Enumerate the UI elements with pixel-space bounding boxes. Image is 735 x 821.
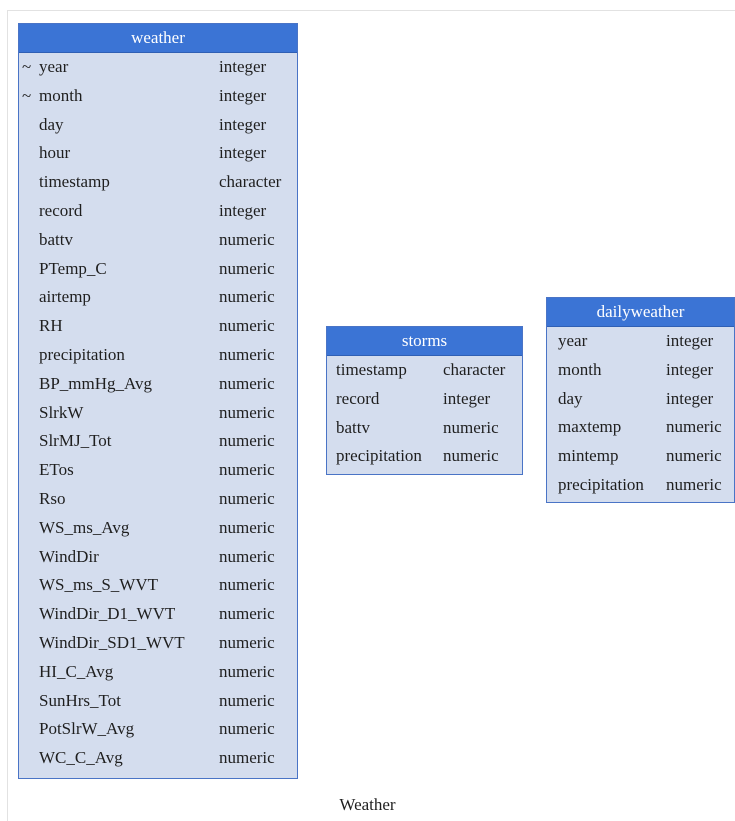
field-name: day (39, 114, 64, 134)
field-type: integer (219, 57, 267, 76)
field-name: SunHrs_Tot (39, 690, 121, 710)
key-marker: ~ (22, 57, 32, 76)
field-row (19, 687, 297, 716)
field-list (327, 356, 522, 471)
field-name: SlrkW (39, 402, 84, 422)
field-type: integer (219, 200, 267, 220)
field-row (19, 629, 297, 658)
field-name: Rso (39, 488, 66, 508)
field-type: integer (666, 331, 714, 350)
field-row (547, 356, 734, 385)
field-type: numeric (219, 373, 275, 393)
field-type: numeric (219, 719, 275, 739)
field-type: numeric (219, 344, 275, 364)
field-type: numeric (666, 417, 722, 437)
field-row (19, 312, 297, 341)
field-type: numeric (219, 287, 275, 307)
field-list (19, 53, 297, 773)
field-name: PTemp_C (39, 258, 107, 278)
field-type: integer (666, 388, 714, 408)
field-name: month (39, 85, 83, 105)
field-row (19, 514, 297, 543)
field-row (19, 53, 297, 82)
field-name: battv (336, 417, 370, 437)
table-title: dailyweather (547, 298, 734, 327)
field-name: ETos (39, 460, 74, 480)
table-weather (18, 23, 298, 779)
field-row (19, 427, 297, 456)
field-row (19, 744, 297, 773)
field-type: numeric (666, 474, 722, 494)
field-name: year (558, 331, 588, 350)
field-row (19, 82, 297, 111)
field-row (19, 111, 297, 140)
table-title: storms (327, 327, 522, 356)
field-type: numeric (219, 632, 275, 652)
field-name: record (39, 200, 83, 220)
field-name: WS_ms_Avg (39, 517, 130, 537)
field-type: character (219, 172, 282, 192)
field-name: timestamp (336, 360, 407, 379)
field-name: precipitation (558, 474, 644, 494)
field-row (327, 356, 522, 385)
field-row (19, 715, 297, 744)
field-row (327, 414, 522, 443)
field-row (19, 399, 297, 428)
field-row (327, 442, 522, 471)
field-type: numeric (219, 604, 275, 624)
field-row (19, 600, 297, 629)
table-storms (326, 326, 523, 475)
field-name: WindDir (39, 546, 99, 566)
field-type: integer (219, 143, 267, 163)
field-row (19, 571, 297, 600)
field-type: integer (443, 388, 491, 408)
field-name: WS_ms_S_WVT (39, 575, 158, 595)
field-name: battv (39, 229, 73, 249)
field-type: integer (219, 85, 267, 105)
field-row (19, 197, 297, 226)
field-row (19, 168, 297, 197)
field-name: timestamp (39, 172, 110, 192)
field-name: BP_mmHg_Avg (39, 373, 153, 393)
field-type: integer (666, 359, 714, 379)
field-row (547, 442, 734, 471)
table-dailyweather (546, 297, 735, 503)
field-name: RH (39, 316, 63, 336)
field-row (19, 485, 297, 514)
field-list (547, 327, 734, 500)
field-type: numeric (219, 258, 275, 278)
table-title: weather (19, 24, 297, 53)
key-marker: ~ (22, 85, 32, 105)
field-name: maxtemp (558, 417, 622, 437)
field-type: numeric (219, 402, 275, 422)
field-name: mintemp (558, 446, 619, 466)
field-name: hour (39, 143, 71, 163)
field-type: numeric (219, 431, 275, 451)
field-name: record (336, 388, 380, 408)
field-type: numeric (219, 517, 275, 537)
field-row (19, 341, 297, 370)
field-row (19, 226, 297, 255)
field-name: month (558, 359, 602, 379)
field-name: day (558, 388, 583, 408)
field-name: WindDir_D1_WVT (39, 604, 176, 624)
field-row (547, 413, 734, 442)
field-name: precipitation (39, 344, 125, 364)
field-type: numeric (219, 488, 275, 508)
diagram-caption: Weather (339, 795, 396, 814)
field-name: year (39, 57, 69, 76)
field-type: numeric (219, 748, 275, 768)
field-name: airtemp (39, 287, 91, 307)
field-row (547, 471, 734, 500)
field-name: WC_C_Avg (39, 748, 123, 768)
field-row (19, 658, 297, 687)
field-type: numeric (219, 690, 275, 710)
field-row (547, 327, 734, 356)
field-type: character (443, 360, 506, 379)
field-row (327, 385, 522, 414)
field-name: HI_C_Avg (39, 661, 114, 681)
field-type: numeric (443, 417, 499, 437)
field-row (547, 385, 734, 414)
field-type: numeric (219, 546, 275, 566)
field-name: PotSlrW_Avg (39, 719, 135, 739)
field-type: numeric (219, 316, 275, 336)
field-row (19, 456, 297, 485)
field-type: numeric (219, 661, 275, 681)
field-type: numeric (219, 229, 275, 249)
field-type: numeric (443, 446, 499, 466)
field-name: WindDir_SD1_WVT (39, 632, 185, 652)
field-type: numeric (219, 575, 275, 595)
field-row (19, 255, 297, 284)
field-row (19, 543, 297, 572)
field-type: integer (219, 114, 267, 134)
field-type: numeric (219, 460, 275, 480)
field-row (19, 139, 297, 168)
field-row (19, 370, 297, 399)
field-name: SlrMJ_Tot (39, 431, 112, 451)
field-type: numeric (666, 446, 722, 466)
field-row (19, 283, 297, 312)
field-name: precipitation (336, 446, 422, 466)
